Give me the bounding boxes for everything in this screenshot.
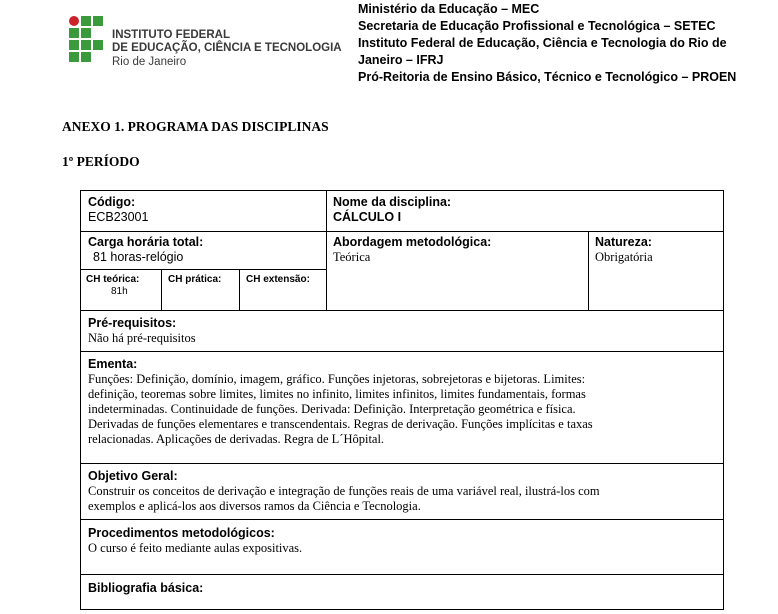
code-cell — [81, 191, 326, 231]
workload-label: Carga horária total: — [88, 235, 204, 249]
ministry-line: Instituto Federal de Educação, Ciência e Tecnologia do Rio de — [358, 36, 727, 50]
logo-square — [81, 16, 91, 26]
logo-red-square — [69, 16, 79, 26]
logo-square — [81, 40, 91, 50]
summary-line: Funções: Definição, domínio, imagem, gráfico. Funções injetoras, sobrejetoras e bijetoras. Limites: — [88, 372, 586, 386]
procedures-cell — [81, 519, 723, 563]
ministry-header — [358, 1, 763, 86]
name-cell — [326, 191, 723, 231]
summary-line: indeterminadas. Continuidade de funções. Derivada: Definição. Interpretação geométrica e física. — [88, 402, 576, 416]
approach-value: Teórica — [333, 250, 371, 264]
ministry-line: Ministério da Educação – MEC — [358, 2, 540, 16]
prereq-value: Não há pré-requisitos — [88, 331, 196, 345]
prereq-cell — [81, 310, 723, 351]
summary-label: Ementa: — [88, 357, 138, 371]
ch-extension-cell — [239, 269, 326, 310]
institution-name-line1: INSTITUTO FEDERAL — [112, 29, 230, 41]
code-value: ECB23001 — [88, 210, 149, 224]
name-value: CÁLCULO I — [333, 210, 402, 224]
institution-name — [112, 29, 342, 55]
ministry-line: Pró-Reitoria de Ensino Básico, Técnico e Tecnológico – PROEN — [358, 70, 737, 84]
period-title: 1º PERÍODO — [62, 154, 140, 169]
ch-theory-cell — [81, 269, 161, 310]
workload-cell — [81, 231, 326, 269]
summary-cell — [81, 351, 723, 463]
institution-name-line2: DE EDUCAÇÃO, CIÊNCIA E TECNOLOGIA — [112, 42, 342, 54]
logo-square — [93, 40, 103, 50]
bibliography-label: Bibliografia básica: — [88, 581, 204, 595]
annex-title: ANEXO 1. PROGRAMA DAS DISCIPLINAS — [62, 119, 329, 134]
prereq-label: Pré-requisitos: — [88, 316, 177, 330]
ch-practice-cell — [161, 269, 239, 310]
ch-theory-label: CH teórica: — [86, 274, 140, 285]
approach-label: Abordagem metodológica: — [333, 235, 492, 249]
ch-practice-label: CH prática: — [168, 274, 222, 285]
nature-cell — [588, 231, 723, 310]
objective-cell — [81, 463, 723, 519]
code-label: Código: — [88, 195, 136, 209]
objective-label: Objetivo Geral: — [88, 469, 178, 483]
institution-campus: Rio de Janeiro — [112, 56, 187, 68]
objective-line: Construir os conceitos de derivação e integração de funções reais de uma variável real, ilustrá-los com — [88, 484, 600, 498]
summary-line: Derivadas de funções elementares e transcendentais. Regras de derivação. Funções implícitas e taxas — [88, 417, 593, 431]
summary-line: relacionadas. Aplicações de derivadas. Regra de L´Hôpital. — [88, 432, 385, 446]
ministry-line: Janeiro – IFRJ — [358, 53, 444, 67]
nature-label: Natureza: — [595, 235, 652, 249]
logo-square — [69, 52, 79, 62]
summary-line: definição, teoremas sobre limites, limites no infinito, limites infinitos, limites fundamentais, formas — [88, 387, 586, 401]
procedures-label: Procedimentos metodológicos: — [88, 526, 275, 540]
logo-square — [81, 52, 91, 62]
nature-value: Obrigatória — [595, 250, 653, 264]
ch-theory-value: 81h — [111, 286, 128, 297]
objective-line: exemplos e aplicá-los aos diversos ramos da Ciência e Tecnologia. — [88, 499, 421, 513]
logo-square — [69, 40, 79, 50]
logo-square — [81, 28, 91, 38]
procedures-value: O curso é feito mediante aulas expositivas. — [88, 541, 303, 555]
logo-square — [93, 16, 103, 26]
approach-cell — [326, 231, 588, 310]
ministry-line: Secretaria de Educação Profissional e Tecnológica – SETEC — [358, 19, 716, 33]
workload-value: 81 horas-relógio — [93, 250, 184, 264]
bibliography-cell — [81, 574, 723, 614]
ch-extension-label: CH extensão: — [246, 274, 310, 285]
logo-square — [69, 28, 79, 38]
name-label: Nome da disciplina: — [333, 195, 452, 209]
syllabus-table — [80, 190, 724, 610]
